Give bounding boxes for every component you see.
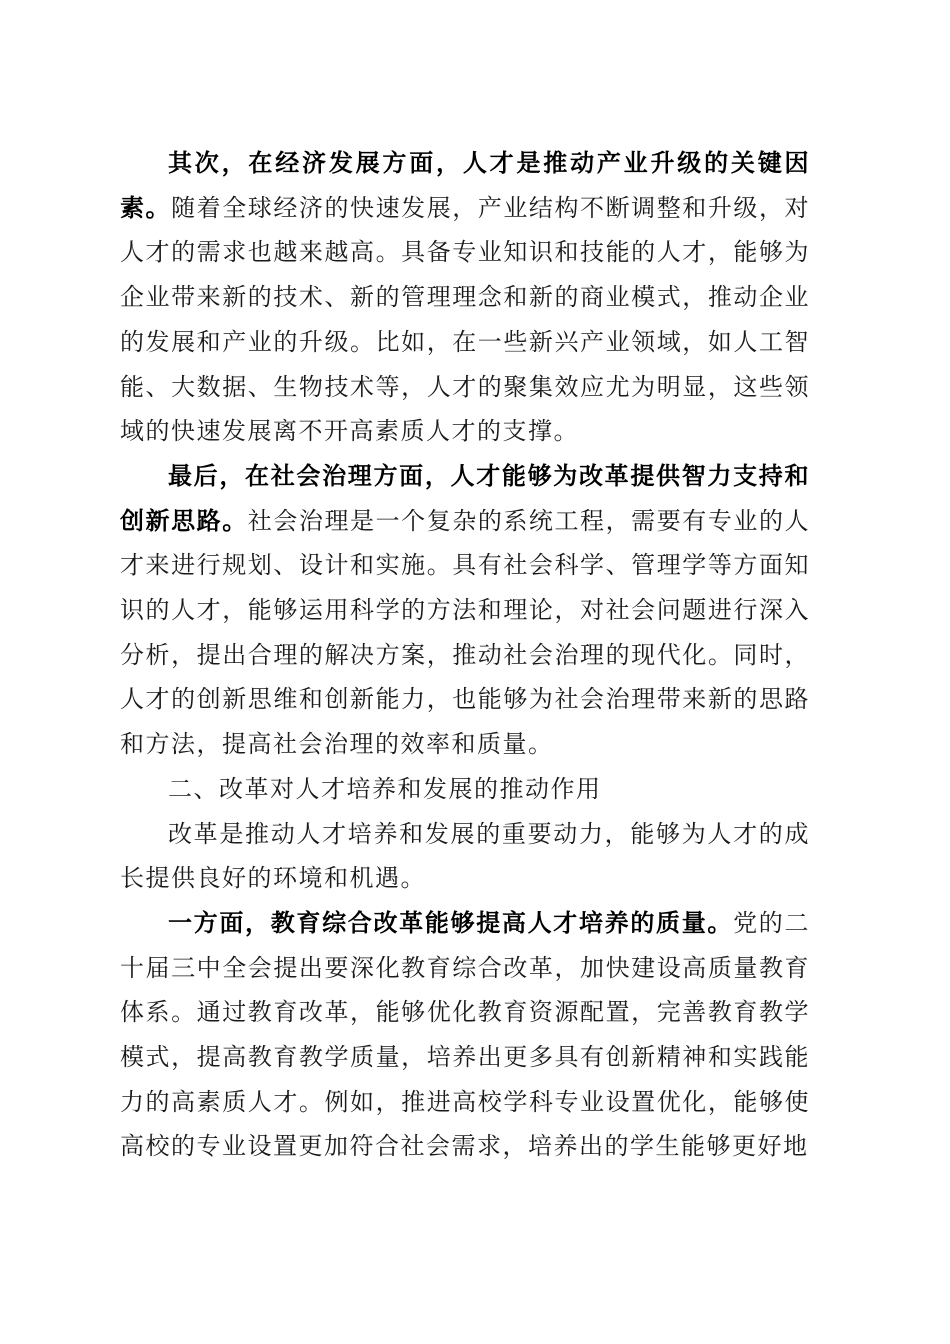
paragraph-text: 社会治理是一个复杂的系统工程，需要有专业的人才来进行规划、设计和实施。具有社会科学、管理学等方面知识的人才，能够运用科学的方法和理论，对社会问题进行深入分析，提出合理的解决方案，推动社会治理的现代化。同时，人才的创新思维和创新能力，也能够为社会治理带来新的思路和方法，提高社会治理的效率和质量。: [120, 506, 811, 759]
paragraph-lead-bold: 一方面，教育综合改革能够提高人才培养的质量。: [168, 907, 734, 937]
section-heading: 二、改革对人才培养和发展的推动作用: [168, 774, 602, 803]
paragraph-lead-bold: 最后，在社会治理方面，人才能够为改革提供智力支持和创新思路。: [120, 460, 810, 535]
paragraph-economic-development: [120, 141, 810, 454]
paragraph-text: 随着全球经济的快速发展，产业结构不断调整和升级，对人才的需求也越来越高。具备专业知识和技能的人才，能够为企业带来新的技术、新的管理理念和新的商业模式，推动企业的发展和产业的升级。比如，在一些新兴产业领域，如人工智能、大数据、生物技术等，人才的聚集效应尤为明显，这些领域的快速发展离不开高素质人才的支撑。: [120, 193, 811, 446]
section-intro-paragraph: 改革是推动人才培养和发展的重要动力，能够为人才的成长提供良好的环境和机遇。: [120, 819, 810, 893]
paragraph-social-governance: [120, 454, 810, 767]
paragraph-education-reform: [120, 901, 810, 1169]
document-body: [120, 141, 810, 1169]
paragraph-lead-bold: 其次，在经济发展方面，人才是推动产业升级的关键因素。: [120, 148, 810, 222]
paragraph-text: 党的二十届三中全会提出要深化教育综合改革，加快建设高质量教育体系。通过教育改革，能够优化教育资源配置，完善教育教学模式，提高教育教学质量，培养出更多具有创新精神和实践能力的高素质人才。例如，推进高校学科专业设置优化，能够使高校的专业设置更加符合社会需求，培养出的学生能够更好地: [120, 908, 810, 1161]
